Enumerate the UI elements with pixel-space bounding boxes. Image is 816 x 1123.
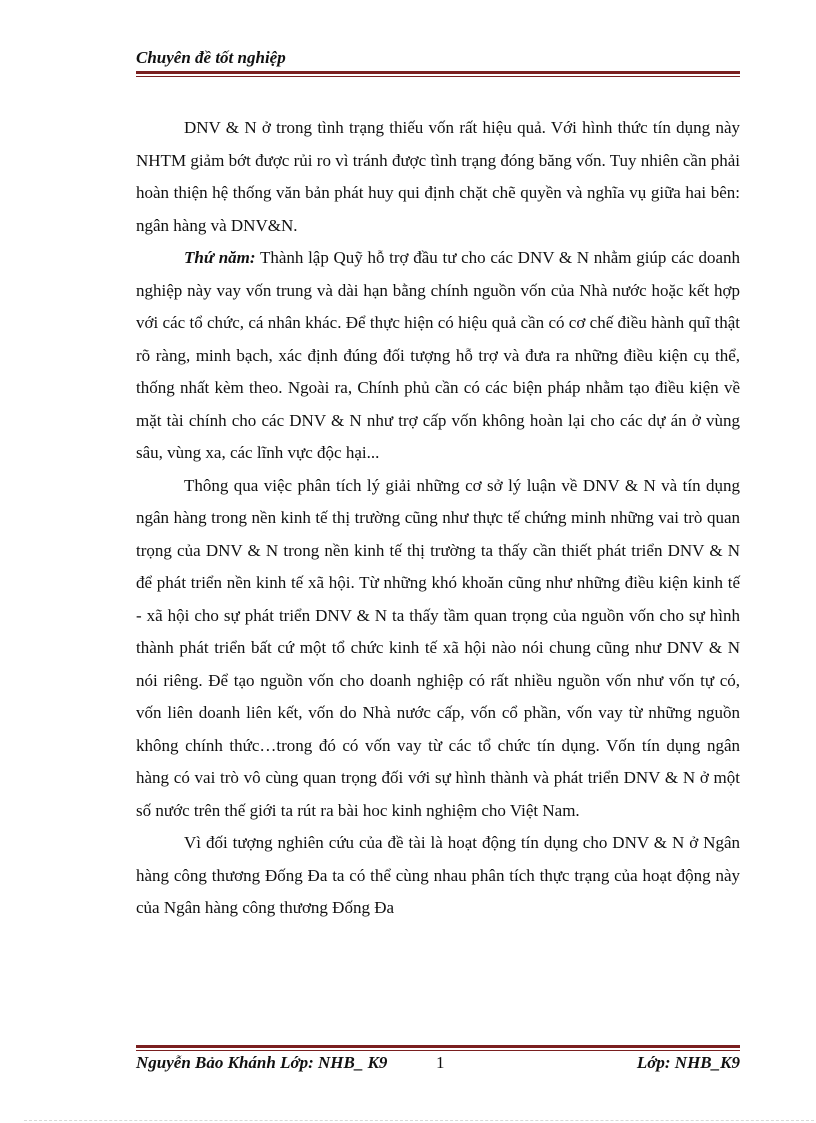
page-number: 1 <box>436 1053 445 1072</box>
footer-author: Nguyễn Bảo Khánh Lớp: NHB_ K9 <box>136 1053 388 1072</box>
page-edge-divider <box>24 1120 814 1121</box>
paragraph-2 <box>136 242 740 470</box>
header-title: Chuyên đề tốt nghiệp <box>136 48 286 67</box>
document-body <box>136 112 740 925</box>
paragraph-2-text: Thành lập Quỹ hỗ trợ đầu tư cho các DNV & N nhằm giúp các doanh nghiệp này vay vốn trung và dài hạn bằng chính nguồn vốn của Nhà nước hoặc kết hợp với các tổ chức, cá nhân khác. Để thực hiện có hiệu quả cần có cơ chế điều hành quĩ thật rõ ràng, minh bạch, xác định đúng đối tượng hỗ trợ và đưa ra những điều kiện cụ thể, thống nhất kèm theo. Ngoài ra, Chính phủ cần có các biện pháp nhằm tạo điều kiện về mặt tài chính cho các DNV & N như trợ cấp vốn không hoàn lại cho các dự án ở vùng sâu, vùng xa, các lĩnh vực độc hại... <box>136 248 740 462</box>
footer-rule-thick <box>136 1045 740 1048</box>
paragraph-2-lead: Thứ năm: <box>184 248 256 267</box>
paragraph-4: Vì đối tượng nghiên cứu của đề tài là hoạt động tín dụng cho DNV & N ở Ngân hàng công thương Đống Đa ta có thể cùng nhau phân tích thực trạng của hoạt động này của Ngân hàng công thương Đống Đa <box>136 833 740 917</box>
header-rule-thin <box>136 76 740 77</box>
paragraph-3: Thông qua việc phân tích lý giải những cơ sở lý luận về DNV & N và tín dụng ngân hàng trong nền kinh tế thị trường cũng như thực tế chứng minh những vai trò quan trọng của DNV & N trong nền kinh tế thị trường ta thấy cần thiết phát triển DNV & N để phát triển nền kinh tế xã hội. Từ những khó khoăn cũng như những điều kiện kinh tế - xã hội cho sự phát triển DNV & N ta thấy tầm quan trọng của nguồn vốn cho sự hình thành phát triển bất cứ một tổ chức kinh tế xã hội nào nói chung cũng như DNV & N nói riêng. Để tạo nguồn vốn cho doanh nghiệp có rất nhiều nguồn vốn như vốn tự có, vốn liên doanh liên kết, vốn do Nhà nước cấp, vốn cổ phần, vốn vay từ những nguồn không chính thức…trong đó có vốn vay từ các tổ chức tín dụng. Vốn tín dụng ngân hàng có vai trò vô cùng quan trọng đối với sự hình thành và phát triển DNV & N ở một số nước trên thế giới ta rút ra bài hoc kinh nghiệm cho Việt Nam. <box>136 475 740 820</box>
footer-class: Lớp: NHB_K9 <box>636 1053 740 1072</box>
footer-rule-thin <box>136 1050 740 1051</box>
paragraph-1: DNV & N ở trong tình trạng thiếu vốn rất hiệu quả. Với hình thức tín dụng này NHTM giảm bớt được rủi ro vì tránh được tình trạng đóng băng vốn. Tuy nhiên cần phải hoàn thiện hệ thống văn bản phát huy qui định chặt chẽ quyền và nghĩa vụ giữa hai bên: ngân hàng và DNV&N. <box>136 118 740 235</box>
header-rule-thick <box>136 71 740 74</box>
